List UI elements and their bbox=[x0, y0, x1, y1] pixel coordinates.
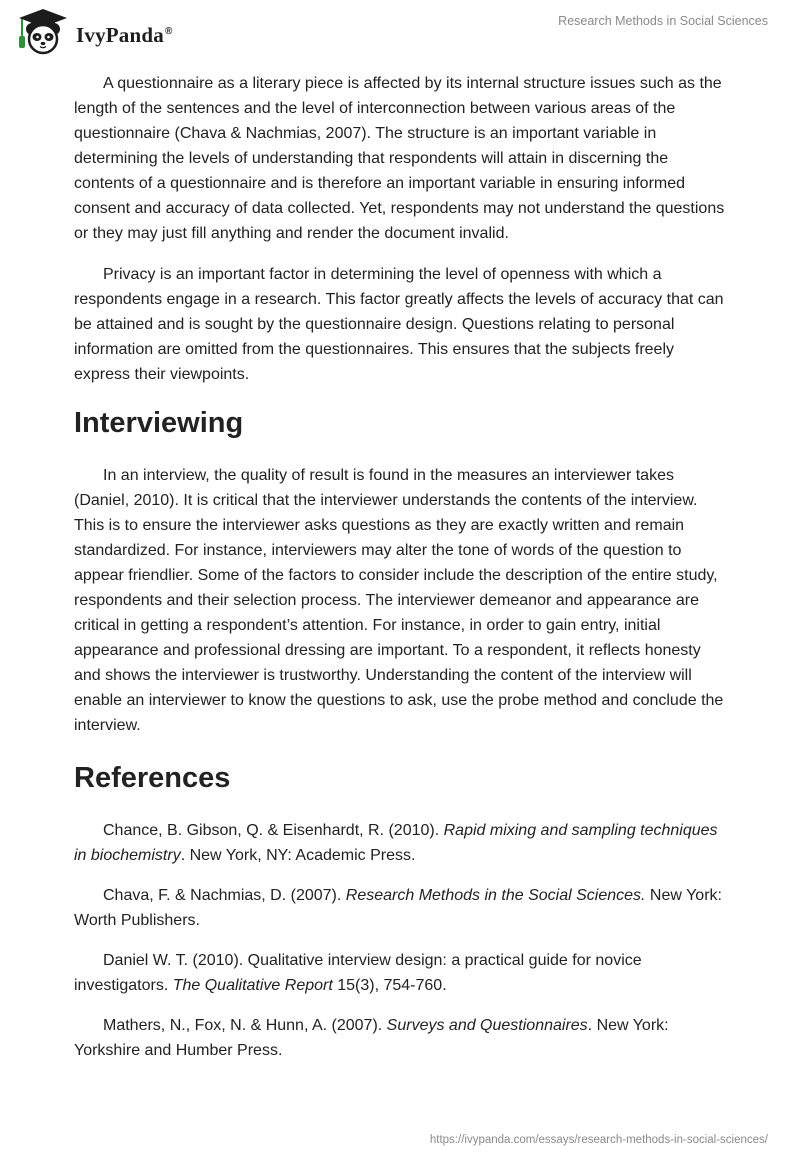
reference-authors: Daniel W. T. (2010). Qualitative interview design: a practical guide for novice investigators. bbox=[74, 952, 642, 994]
reference-entry bbox=[74, 1013, 730, 1063]
page-header bbox=[0, 0, 800, 60]
reference-title: Rapid mixing and sampling techniques in biochemistry bbox=[74, 822, 718, 864]
paragraph-interviewing: In an interview, the quality of result is found in the measures an interviewer takes (Daniel, 2010). It is critical that the interviewer understands the contents of the interview. This is to ensure the interviewer asks questions as they are exactly written and remain standardized. For instance, interviewers may alter the tone of words of the question to appear friendlier. Some of the factors to consider include the description of the entire study, respondents and their selection process. The interviewer demeanor and appearance are critical in getting a respondent’s attention. For instance, in order to gain entry, initial appearance and professional dressing are important. To a respondent, it reflects honesty and shows the interviewer is trustworthy. Understanding the content of the interview will enable an interviewer to know the questions to ask, use the probe method and conclude the interview. bbox=[74, 467, 724, 734]
reference-title: The Qualitative Report bbox=[172, 977, 333, 994]
brand-name: IvyPanda® bbox=[76, 22, 173, 47]
reference-authors: Chava, F. & Nachmias, D. (2007). bbox=[103, 887, 346, 904]
reference-publisher: 15(3), 754-760. bbox=[332, 977, 447, 994]
heading-references: References bbox=[74, 762, 231, 794]
reference-entry bbox=[74, 818, 730, 868]
reference-authors: Mathers, N., Fox, N. & Hunn, A. (2007). bbox=[103, 1017, 387, 1034]
reference-entry bbox=[74, 948, 730, 998]
reference-title: Research Methods in the Social Sciences. bbox=[345, 887, 646, 904]
reference-publisher: . New York, NY: Academic Press. bbox=[180, 847, 416, 864]
essay-content bbox=[74, 71, 730, 1078]
reference-publisher: New York: Worth Publishers. bbox=[74, 887, 722, 929]
reference-publisher: . New York: Yorkshire and Humber Press. bbox=[74, 1017, 669, 1059]
panda-graduate-icon bbox=[14, 8, 72, 56]
reference-title: Surveys and Questionnaires bbox=[386, 1017, 588, 1034]
paragraph-privacy: Privacy is an important factor in determining the level of openness with which a respondents engage in a research. This factor greatly affects the levels of accuracy that can be attained and is sought by the questionnaire design. Questions relating to personal information are omitted from the questionnaires. This ensures that the subjects freely express their viewpoints. bbox=[74, 266, 724, 383]
running-title: Research Methods in Social Sciences bbox=[558, 14, 768, 28]
source-url[interactable]: https://ivypanda.com/essays/research-methods-in-social-sciences/ bbox=[429, 1134, 768, 1146]
site-logo[interactable] bbox=[14, 8, 173, 56]
reference-entry bbox=[74, 883, 730, 933]
reference-authors: Chance, B. Gibson, Q. & Eisenhardt, R. (2010). bbox=[103, 822, 444, 839]
paragraph-questionnaire: A questionnaire as a literary piece is affected by its internal structure issues such as the length of the sentences and the level of interconnection between various areas of the questionnaire (Chava & Nachmias, 2007). The structure is an important variable in determining the levels of understanding that respondents will attain in discerning the contents of a questionnaire and is therefore an important variable in ensuring informed consent and accuracy of data collected. Yet, respondents may not understand the questions or they may just fill anything and render the document invalid. bbox=[74, 75, 725, 242]
registered-mark: ® bbox=[164, 25, 173, 37]
heading-interviewing: Interviewing bbox=[74, 407, 244, 439]
